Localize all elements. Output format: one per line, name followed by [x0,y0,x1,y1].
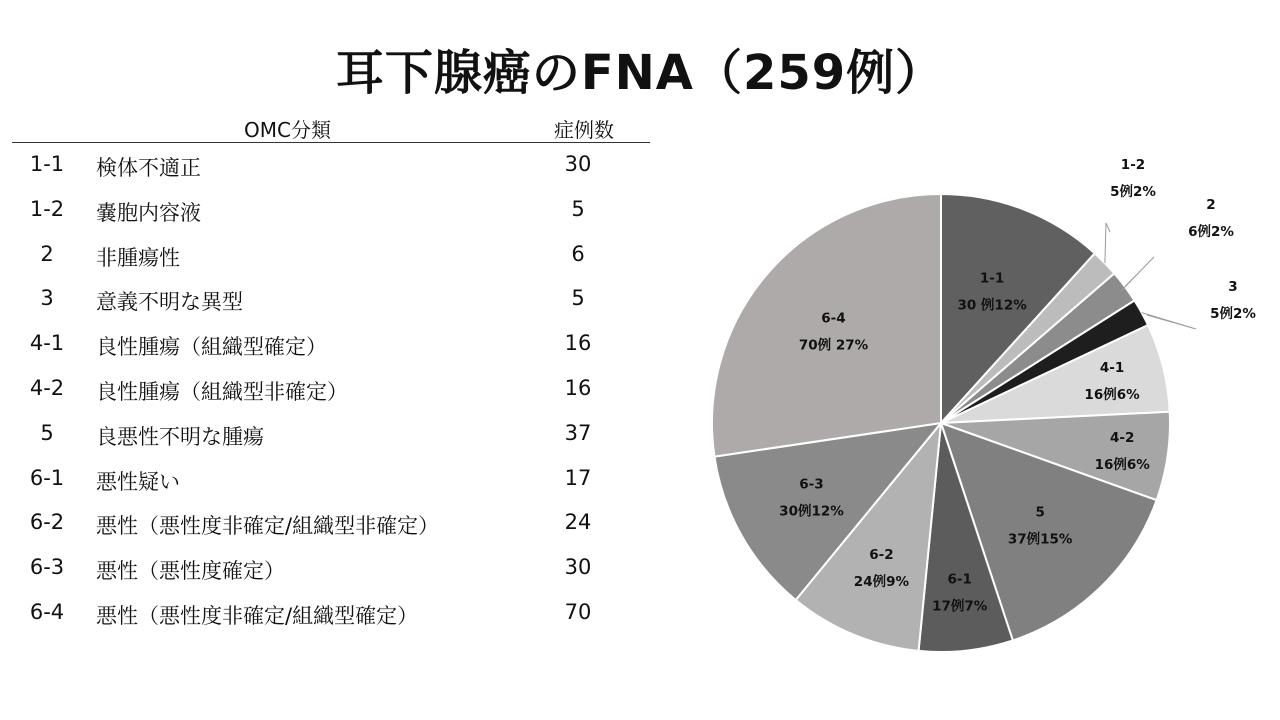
slice-value-label: 5例2% [1110,184,1156,200]
slice-name-label: 5 [1035,504,1045,521]
slice-name-label: 4-1 [1099,360,1125,377]
slice-value-label: 37例15% [1007,531,1073,548]
row-code: 4-2 [29,375,65,400]
slice-value-label: 30例12% [779,503,844,520]
slice-value-label: 16例6% [1084,387,1140,404]
row-name: 検体不適正 [96,156,201,180]
slice-value-label: 16例6% [1094,456,1150,473]
slice-value-label: 70例 27% [798,337,869,354]
row-name: 良悪性不明な腫瘍 [96,424,264,449]
table-row [12,370,652,415]
classification-table [12,146,652,639]
row-name: 悪性（悪性度確定） [96,559,285,584]
table-row [12,415,652,460]
row-code: 2 [40,241,54,266]
row-code: 1-2 [29,196,65,221]
slice-value-label: 30 例12% [957,297,1027,314]
row-count: 5 [571,196,585,221]
slice-name-label: 6-3 [799,476,824,493]
leader-line-1-2 [1105,223,1110,263]
row-count: 6 [571,241,585,266]
row-count: 70 [564,599,592,624]
row-count: 24 [564,510,592,535]
row-code: 5 [40,420,54,445]
table-row [12,280,652,325]
row-count: 16 [564,375,592,400]
table-row [12,460,652,505]
row-code: 6-1 [29,465,65,490]
page-title: 耳下腺癌のFNA（259例） [335,45,945,101]
table-row [12,594,652,639]
row-count: 17 [564,465,592,490]
column-header-count: 症例数 [554,118,614,142]
slice-name-label: 6-1 [947,571,972,588]
row-code: 1-1 [29,152,65,176]
row-count: 30 [564,555,592,580]
row-count: 30 [564,152,592,176]
slice-value-label: 17例7% [932,598,988,615]
slice-name-label: 1-1 [979,270,1005,287]
slice-value-label: 6例2% [1188,224,1234,240]
row-name: 悪性（悪性度非確定/組織型確定） [96,603,419,628]
slice-value-label: 24例9% [853,573,910,590]
row-code: 4-1 [29,331,65,356]
slice-name-label: 2 [1206,197,1216,213]
leader-line-2 [1121,257,1154,291]
row-count: 37 [564,420,592,445]
row-code: 6-4 [29,599,65,624]
table-row [12,191,652,236]
row-code: 6-2 [29,510,65,535]
row-name: 悪性疑い [96,469,180,494]
table-row [12,549,652,594]
table-row [12,236,652,281]
slice-name-label: 4-2 [1110,429,1135,446]
row-name: 意義不明な異型 [96,290,243,315]
column-header-class: OMC分類 [244,118,331,142]
row-name: 非腫瘍性 [96,245,180,270]
row-name: 良性腫瘍（組織型非確定） [96,379,348,404]
slice-name-label: 6-4 [821,310,846,327]
table-row [12,504,652,549]
row-code: 6-3 [29,555,65,580]
row-name: 嚢胞内容液 [96,200,201,225]
pie-chart [660,140,1270,680]
table-row [12,325,652,370]
table-header [12,110,650,143]
row-count: 16 [564,331,592,356]
slice-name-label: 6-2 [869,546,894,563]
row-count: 5 [571,286,585,311]
slice-name-label: 1-2 [1120,157,1146,173]
table-row [12,146,652,191]
row-name: 悪性（悪性度非確定/組織型非確定） [96,514,440,539]
row-name: 良性腫瘍（組織型確定） [96,335,327,360]
slice-name-label: 3 [1228,279,1238,295]
slice-value-label: 5例2% [1210,306,1256,322]
row-code: 3 [40,286,54,311]
